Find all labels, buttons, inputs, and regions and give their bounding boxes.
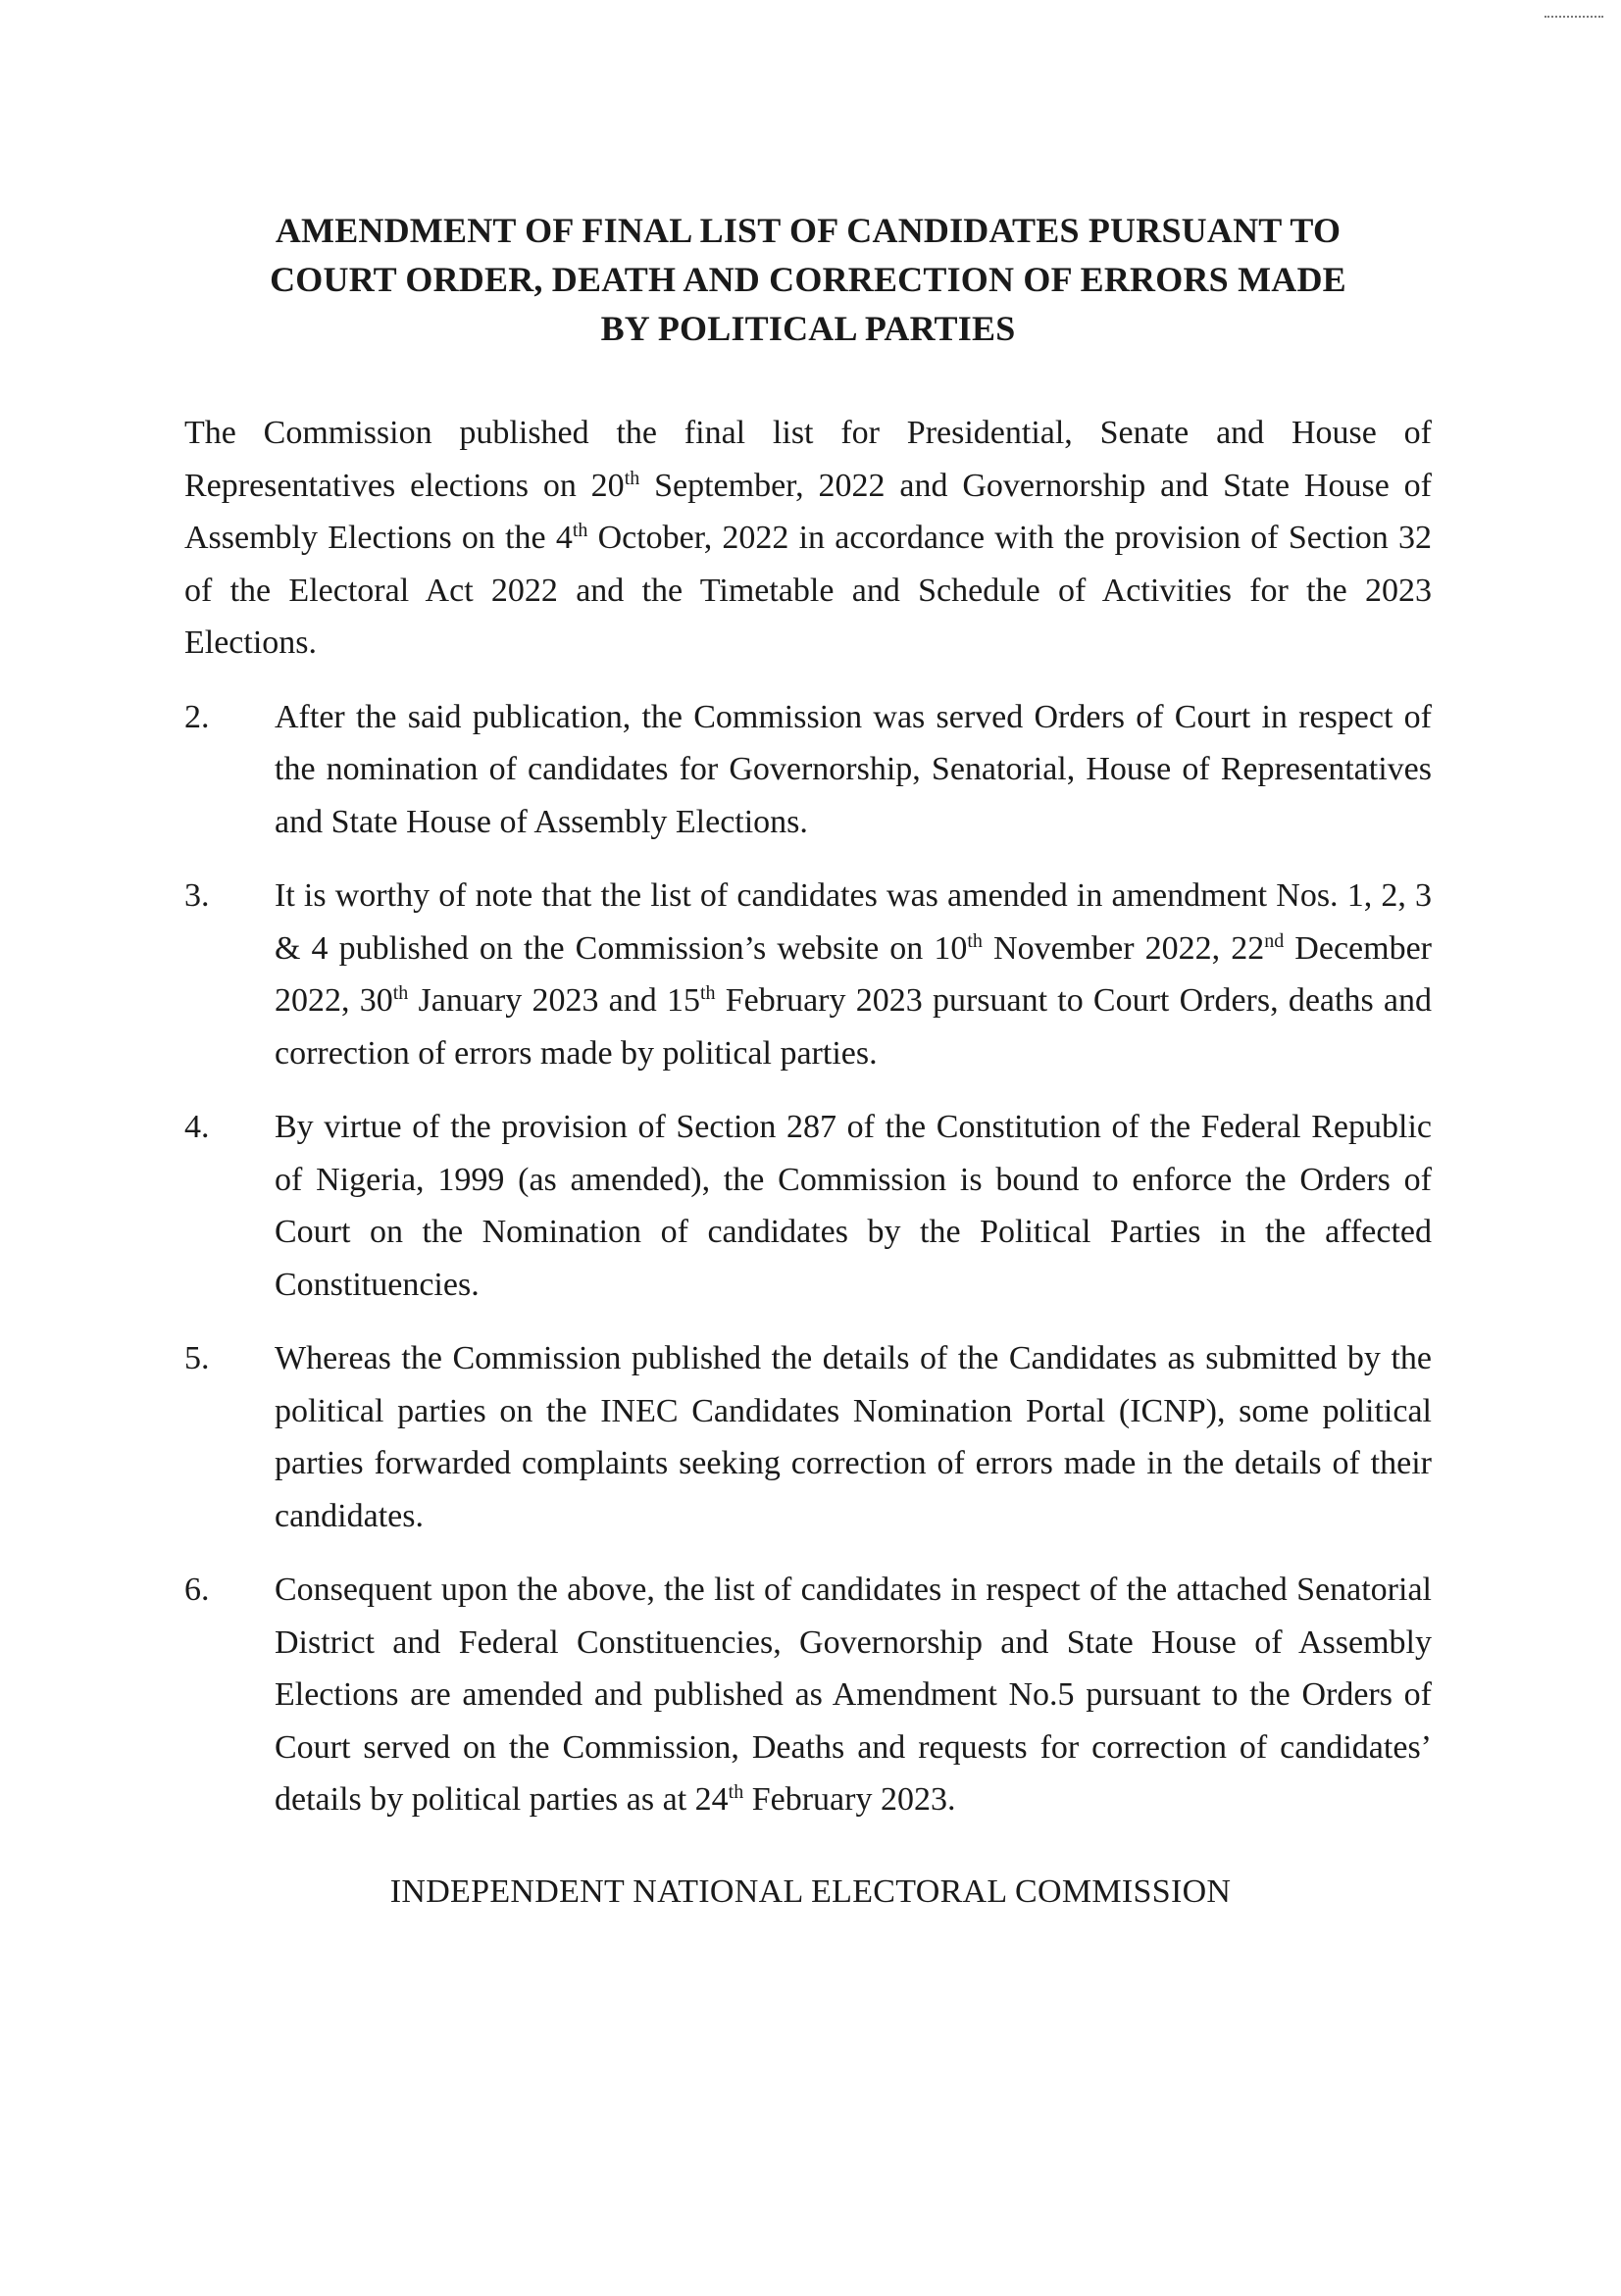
ordinal-suffix: th <box>699 982 716 1004</box>
ordinal-suffix: th <box>967 929 983 952</box>
document-page <box>184 206 1432 1848</box>
paragraph-2 <box>184 691 1432 849</box>
intro-text-2: September, 2022 and Governorship and State House of Assembly Elections on the 4 <box>184 467 1432 556</box>
text-segment: February 2023 pursuant to Court Orders, deaths and correction of errors made by political parties. <box>275 982 1432 1072</box>
paragraph-text <box>275 1564 1432 1826</box>
title-line-3: BY POLITICAL PARTIES <box>600 309 1016 348</box>
text-segment: December 2022, 30 <box>275 929 1432 1019</box>
paragraph-number: 4. <box>184 1109 210 1145</box>
ordinal-suffix: th <box>728 1781 744 1803</box>
text-segment: February 2023. <box>743 1781 956 1818</box>
paragraph-4 <box>184 1101 1432 1311</box>
ordinal-suffix: th <box>392 982 409 1004</box>
paragraph-text: By virtue of the provision of Section 287 of the Constitution of the Federal Republic of Nigeria, 1999 (as amended), the Commission is bound to enforce the Orders of Court on the Nomination of candidates by the Political Parties in the affected Constituencies. <box>275 1109 1432 1303</box>
scan-artifact <box>1545 16 1603 20</box>
paragraph-3 <box>184 870 1432 1079</box>
title-line-2: COURT ORDER, DEATH AND CORRECTION OF ERRORS MADE <box>270 260 1346 299</box>
ordinal-suffix: nd <box>1264 929 1285 952</box>
ordinal-suffix: th <box>572 520 588 541</box>
paragraph-number: 6. <box>184 1572 210 1608</box>
signature-line: INDEPENDENT NATIONAL ELECTORAL COMMISSION <box>389 1873 1232 1910</box>
paragraph-5 <box>184 1332 1432 1542</box>
text-segment: November 2022, 22 <box>982 929 1265 967</box>
paragraph-6 <box>184 1564 1432 1826</box>
intro-paragraph <box>184 407 1432 670</box>
paragraph-text: After the said publication, the Commission was served Orders of Court in respect of the nomination of candidates for Governorship, Senatorial, House of Representatives and State House of Assembly Elections. <box>275 698 1432 840</box>
paragraph-number: 3. <box>184 877 210 914</box>
paragraph-text <box>275 870 1432 1079</box>
text-segment: Consequent upon the above, the list of candidates in respect of the attached Senatorial District and Federal Constituencies, Governorship and State House of Assembly Elections are amended and published as Amendment No.5 pursuant to the Orders of Court served on the Commission, Deaths and requests for correction of candidates’ details by political parties as at 24 <box>275 1572 1432 1818</box>
document-title <box>184 206 1432 353</box>
text-segment: It is worthy of note that the list of candidates was amended in amendment Nos. 1, 2, 3 & 4 published on the Commission’s website on 10 <box>275 877 1432 967</box>
intro-text-1: The Commission published the final list for Presidential, Senate and House of Representatives elections on 20 <box>184 415 1432 504</box>
paragraph-number: 5. <box>184 1340 210 1376</box>
paragraph-text: Whereas the Commission published the details of the Candidates as submitted by the political parties on the INEC Candidates Nomination Portal (ICNP), some political parties forwarded complaints seeking correction of errors made in the details of their candidates. <box>275 1340 1432 1534</box>
intro-text-3: October, 2022 in accordance with the provision of Section 32 of the Electoral Act 2022 and the Timetable and Schedule of Activities for the 2023 Elections. <box>184 520 1432 661</box>
paragraph-number: 2. <box>184 698 210 735</box>
title-line-1: AMENDMENT OF FINAL LIST OF CANDIDATES PURSUANT TO <box>275 211 1342 250</box>
text-segment: January 2023 and 15 <box>408 982 700 1019</box>
ordinal-suffix: th <box>624 467 640 489</box>
